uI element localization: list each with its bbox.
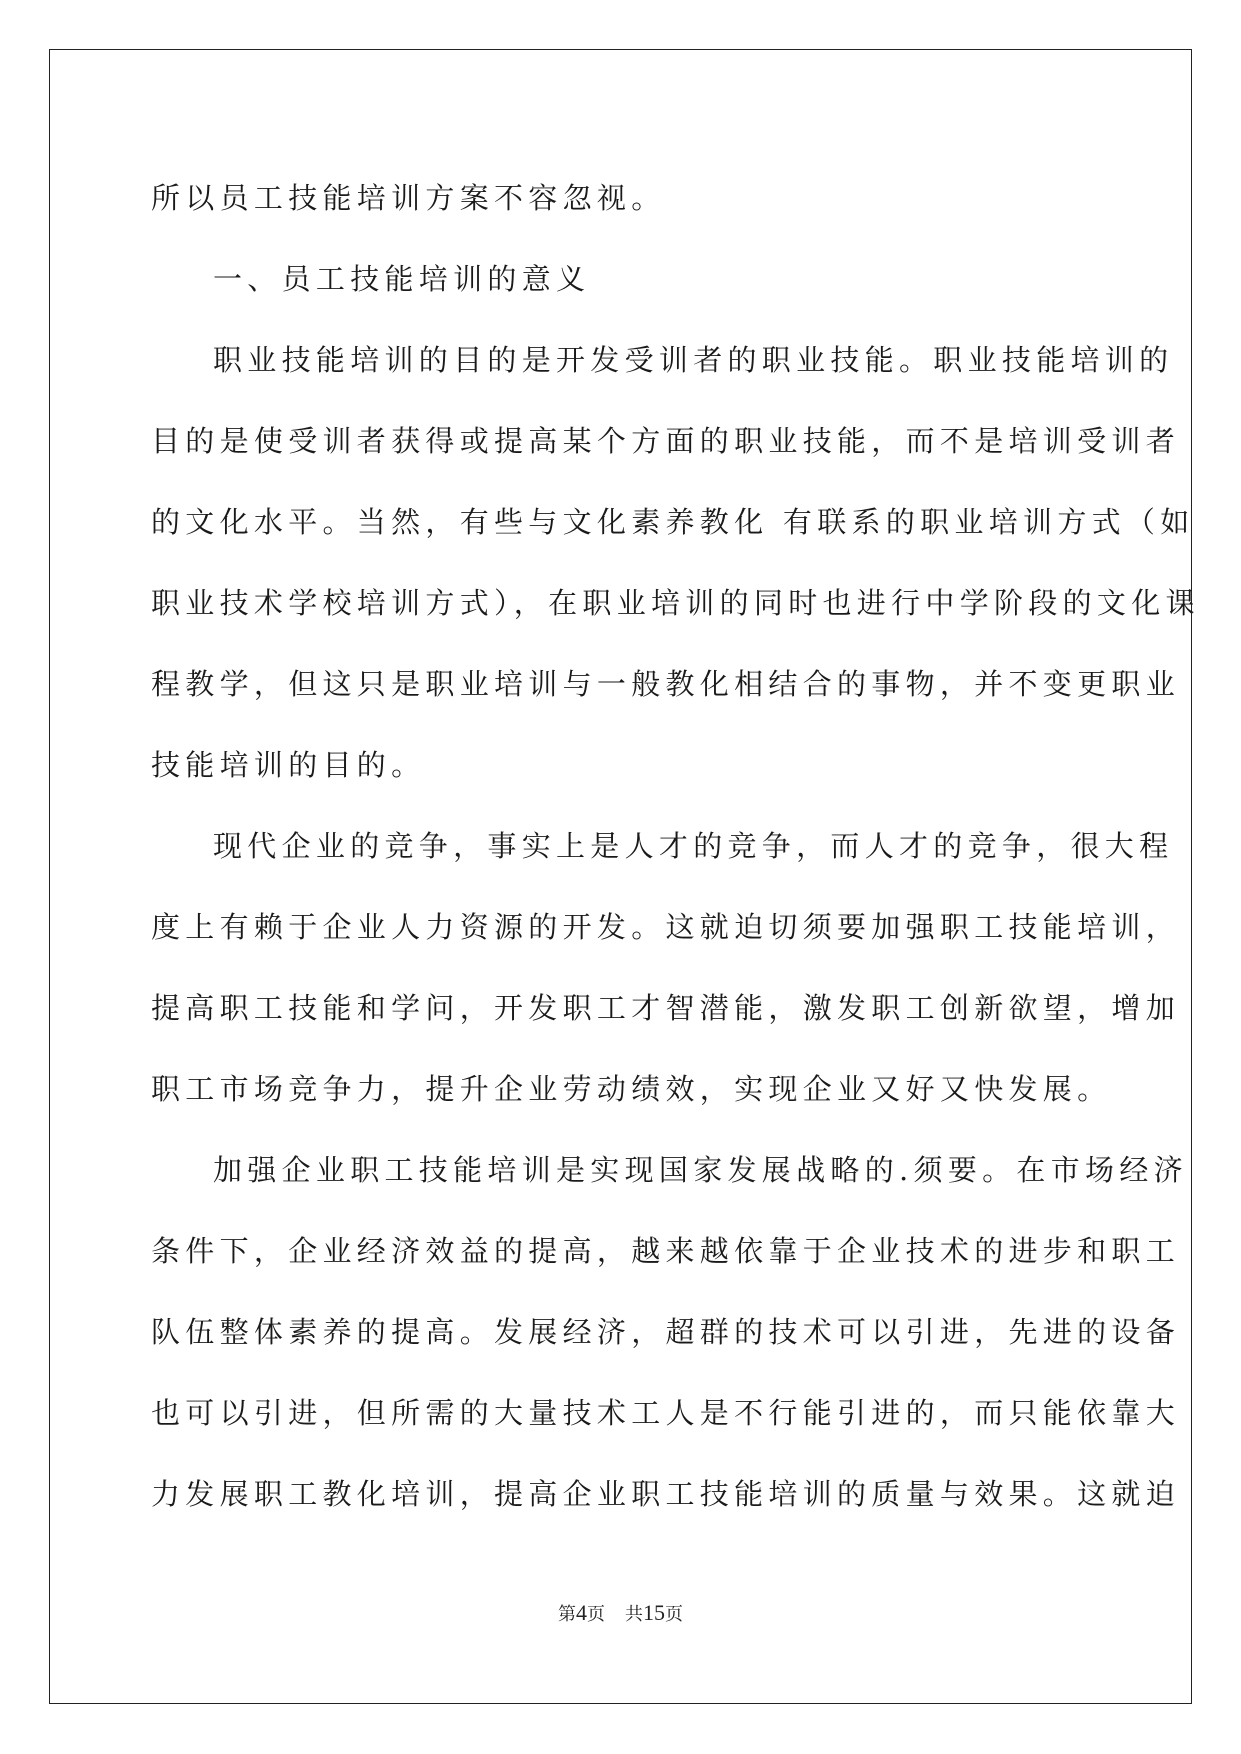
text-line: 职业技术学校培训方式），在职业培训的同时也进行中学阶段的文化课 xyxy=(151,586,1200,620)
text-line: 度上有赖于企业人力资源的开发。这就迫切须要加强职工技能培训， xyxy=(151,910,1181,944)
text-line: 条件下，企业经济效益的提高，越来越依靠于企业技术的进步和职工 xyxy=(151,1234,1181,1268)
text-line: 的文化水平。当然，有些与文化素养教化 有联系的职业培训方式（如 xyxy=(151,505,1195,539)
document-body xyxy=(151,158,1200,1535)
text-line: 也可以引进，但所需的大量技术工人是不行能引进的，而只能依靠大 xyxy=(151,1396,1181,1430)
page-suffix: 页 xyxy=(587,1604,605,1625)
paragraph-3-start: 加强企业职工技能培训是实现国家发展战略的.须要。在市场经济 xyxy=(213,1153,1188,1187)
paragraph-2-start: 现代企业的竞争，事实上是人才的竞争，而人才的竞争，很大程 xyxy=(213,829,1174,863)
page-prefix: 第 xyxy=(558,1604,576,1625)
page-footer xyxy=(0,1600,1241,1626)
paragraph-1-start: 职业技能培训的目的是开发受训者的职业技能。职业技能培训的 xyxy=(213,343,1174,377)
text-line: 所以员工技能培训方案不容忽视。 xyxy=(151,181,666,215)
text-line: 队伍整体素养的提高。发展经济，超群的技术可以引进，先进的设备 xyxy=(151,1315,1181,1349)
total-suffix: 页 xyxy=(665,1604,683,1625)
text-line: 提高职工技能和学问，开发职工才智潜能，激发职工创新欲望，增加 xyxy=(151,991,1181,1025)
total-prefix: 共 xyxy=(625,1604,643,1625)
text-line: 力发展职工教化培训，提高企业职工技能培训的质量与效果。这就迫 xyxy=(151,1477,1181,1511)
text-line: 目的是使受训者获得或提高某个方面的职业技能，而不是培训受训者 xyxy=(151,424,1181,458)
section-heading: 一、员工技能培训的意义 xyxy=(213,262,591,296)
text-line: 职工市场竞争力，提升企业劳动绩效，实现企业又好又快发展。 xyxy=(151,1072,1112,1106)
text-line: 技能培训的目的。 xyxy=(151,748,426,782)
page-number: 4 xyxy=(576,1600,587,1625)
text-line: 程教学，但这只是职业培训与一般教化相结合的事物，并不变更职业 xyxy=(151,667,1181,701)
total-pages: 15 xyxy=(643,1600,665,1625)
